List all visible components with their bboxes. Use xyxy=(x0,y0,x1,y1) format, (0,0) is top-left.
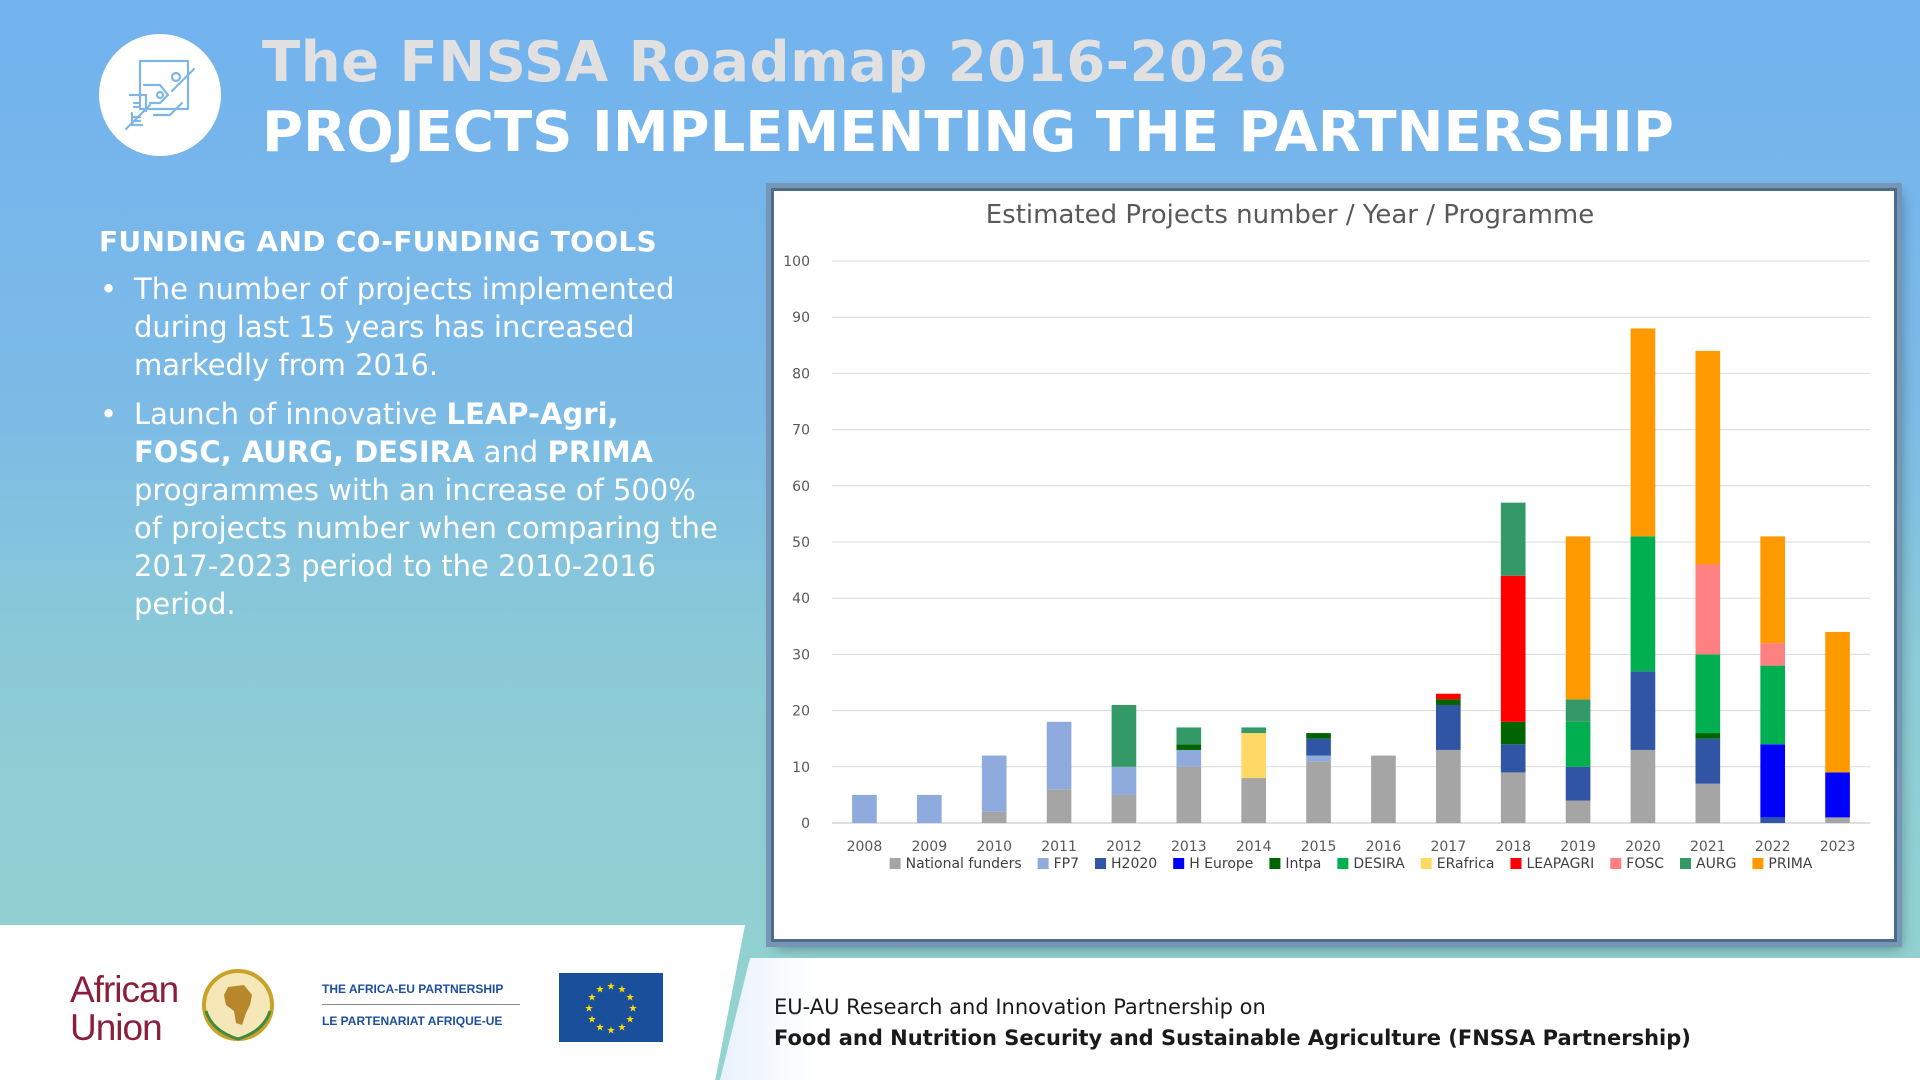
au-logo-line2: Union xyxy=(70,1007,162,1048)
legend-swatch xyxy=(1095,858,1106,869)
bar-segment xyxy=(1566,699,1591,721)
bar-segment xyxy=(1047,722,1072,789)
legend-swatch xyxy=(1510,858,1521,869)
legend-item xyxy=(1269,856,1321,872)
bar-segment xyxy=(1825,817,1850,823)
legend-item xyxy=(1038,856,1079,872)
x-tick-label: 2015 xyxy=(1300,839,1337,855)
bar-segment xyxy=(1501,503,1526,576)
partnership-label-en: THE AFRICA-EU PARTNERSHIP xyxy=(322,982,504,996)
bar-segment xyxy=(1501,576,1526,722)
legend-swatch xyxy=(1680,858,1691,869)
eu-star-icon: ★ xyxy=(595,1022,605,1034)
legend-label: FOSC xyxy=(1626,856,1665,872)
eu-star-icon: ★ xyxy=(625,1014,635,1026)
au-emblem-icon xyxy=(198,965,278,1045)
y-tick-label: 50 xyxy=(792,535,810,551)
legend-item xyxy=(1095,856,1157,872)
legend-swatch xyxy=(890,858,901,869)
y-tick-label: 20 xyxy=(792,703,810,720)
bullet-text-2-programmes: FOSC, AURG, DESIRA xyxy=(134,435,475,469)
bullet-text-2-and: and xyxy=(474,435,548,469)
legend-item xyxy=(1510,856,1594,872)
legend-swatch xyxy=(1752,858,1763,869)
bar-segment xyxy=(1695,351,1720,565)
x-tick-label: 2008 xyxy=(846,839,883,855)
bar-segment xyxy=(1306,739,1331,756)
page-subtitle: PROJECTS IMPLEMENTING THE PARTNERSHIP xyxy=(262,100,1674,165)
bullet-dot-icon: • xyxy=(100,272,118,306)
legend-item xyxy=(1421,856,1495,872)
legend-swatch xyxy=(1337,858,1348,869)
eu-star-icon: ★ xyxy=(606,981,616,993)
bar-segment xyxy=(1695,739,1720,784)
partnership-divider xyxy=(322,1004,520,1005)
bar-segment xyxy=(1825,632,1850,773)
chart-frame xyxy=(771,188,1897,942)
section-heading: FUNDING AND CO-FUNDING TOOLS xyxy=(99,225,657,258)
legend-label: DESIRA xyxy=(1353,856,1405,872)
eu-star-icon: ★ xyxy=(628,1003,638,1015)
legend-label: LEAPAGRI xyxy=(1526,856,1595,872)
legend-item xyxy=(1680,856,1736,872)
bar-segment xyxy=(1176,727,1201,744)
bar-segment xyxy=(852,795,877,823)
legend-label: FP7 xyxy=(1053,856,1080,872)
bar-segment xyxy=(1695,564,1720,654)
eu-star-icon: ★ xyxy=(606,1025,616,1037)
y-tick-label: 40 xyxy=(792,591,810,608)
africa-eu-partnership-logo xyxy=(322,982,520,1028)
x-tick-label: 2013 xyxy=(1170,839,1207,855)
bar-segment xyxy=(1501,722,1526,744)
x-tick-label: 2022 xyxy=(1754,839,1791,855)
bullet-text-2-part3: programmes with an increase of 500% of projects number when comparing the 2017-2023 period to the 2010-2016 period. xyxy=(134,473,718,621)
legend-swatch xyxy=(1610,858,1621,869)
legend-swatch xyxy=(1421,858,1432,869)
bar-segment xyxy=(1631,328,1656,536)
legend-label: ERafrica xyxy=(1436,856,1495,872)
legend-label: H Europe xyxy=(1189,856,1254,872)
footer-text-band xyxy=(720,958,1920,1080)
y-tick-label: 30 xyxy=(792,647,810,664)
funding-text-panel xyxy=(99,225,719,634)
x-tick-label: 2021 xyxy=(1689,839,1726,855)
page-title: The FNSSA Roadmap 2016-2026 xyxy=(262,30,1288,95)
chart-title: Estimated Projects number / Year / Programme xyxy=(985,200,1595,230)
eu-star-icon: ★ xyxy=(595,984,605,996)
african-union-logo xyxy=(70,965,290,1050)
bar-segment xyxy=(1112,705,1137,767)
bar-segment xyxy=(1306,761,1331,823)
eu-star-icon: ★ xyxy=(587,992,597,1004)
legend-item xyxy=(890,856,1022,872)
x-tick-label: 2010 xyxy=(976,839,1013,855)
bar-segment xyxy=(1501,772,1526,823)
au-logo-line1: African xyxy=(70,969,179,1010)
x-tick-label: 2018 xyxy=(1495,839,1532,855)
partnership-label-fr: LE PARTENARIAT AFRIQUE-UE xyxy=(322,1014,503,1028)
bar-segment xyxy=(1306,733,1331,739)
bar-segment xyxy=(1436,750,1461,823)
bar-segment xyxy=(1436,705,1461,750)
bullet-text-1: The number of projects implemented during last 15 years has increased markedly from 2016. xyxy=(134,272,675,382)
legend-swatch xyxy=(1173,858,1184,869)
x-tick-label: 2009 xyxy=(911,839,948,855)
x-tick-label: 2017 xyxy=(1430,839,1467,855)
x-tick-label: 2014 xyxy=(1235,839,1272,855)
x-tick-label: 2019 xyxy=(1560,839,1596,855)
legend-swatch xyxy=(1269,858,1280,869)
header-logo xyxy=(99,34,221,156)
bar-segment xyxy=(1371,756,1396,823)
y-tick-label: 60 xyxy=(792,478,810,495)
bar-segment xyxy=(1566,536,1591,699)
eu-flag-icon xyxy=(559,973,663,1042)
bar-segment xyxy=(1436,694,1461,700)
bullet-dot-icon: • xyxy=(100,397,118,431)
bullet-text-2-leap-agri: LEAP-Agri, xyxy=(446,397,619,431)
bullet-item-2 xyxy=(99,395,719,623)
bar-segment xyxy=(1631,671,1656,750)
y-tick-label: 70 xyxy=(792,422,810,439)
legend-label: PRIMA xyxy=(1768,856,1813,872)
bar-segment xyxy=(1306,756,1331,762)
bar-segment xyxy=(1760,643,1785,665)
eu-star-icon: ★ xyxy=(584,1003,594,1015)
bullet-item-1 xyxy=(99,270,719,384)
bar-segment xyxy=(1112,795,1137,823)
bar-segment xyxy=(1501,744,1526,772)
stacked-bar-chart xyxy=(774,191,1894,939)
footer-line-2: Food and Nutrition Security and Sustainable Agriculture (FNSSA Partnership) xyxy=(774,1026,1691,1050)
bar-segment xyxy=(1241,778,1266,823)
bar-segment xyxy=(1631,536,1656,671)
y-tick-label: 0 xyxy=(801,816,810,832)
bar-segment xyxy=(1695,784,1720,823)
legend-item xyxy=(1173,856,1253,872)
bullet-text-2-prima: PRIMA xyxy=(547,435,654,469)
x-tick-label: 2023 xyxy=(1819,839,1856,855)
legend-label: H2020 xyxy=(1111,856,1158,872)
bar-segment xyxy=(1760,744,1785,817)
legend-label: National funders xyxy=(905,856,1022,872)
x-tick-label: 2016 xyxy=(1365,839,1402,855)
legend-label: Intpa xyxy=(1285,856,1322,872)
bar-segment xyxy=(1436,699,1461,705)
bar-segment xyxy=(1631,750,1656,823)
x-tick-label: 2020 xyxy=(1625,839,1661,855)
bar-segment xyxy=(1566,801,1591,823)
bar-segment xyxy=(982,756,1007,812)
bar-segment xyxy=(1695,654,1720,733)
y-tick-label: 100 xyxy=(783,254,810,270)
hands-network-icon xyxy=(120,55,200,135)
bar-segment xyxy=(1176,744,1201,750)
bar-segment xyxy=(1112,767,1137,795)
bar-segment xyxy=(1241,727,1266,733)
african-union-wordmark xyxy=(70,971,178,1047)
legend-item xyxy=(1610,856,1664,872)
y-tick-label: 10 xyxy=(792,759,810,776)
bar-segment xyxy=(917,795,942,823)
eu-star-icon: ★ xyxy=(587,1014,597,1026)
bar-segment xyxy=(1047,789,1072,823)
bullet-text-2-part1: Launch of innovative xyxy=(134,397,447,431)
footer-line-1: EU-AU Research and Innovation Partnership on xyxy=(774,995,1266,1019)
eu-star-icon: ★ xyxy=(617,1022,627,1034)
x-tick-label: 2011 xyxy=(1041,839,1077,855)
legend-label: AURG xyxy=(1696,856,1737,872)
bar-segment xyxy=(1760,536,1785,643)
bar-segment xyxy=(1760,666,1785,745)
bar-segment xyxy=(1176,767,1201,823)
legend-item xyxy=(1752,856,1812,872)
bar-segment xyxy=(1566,767,1591,801)
legend-item xyxy=(1337,856,1405,872)
y-tick-label: 90 xyxy=(792,310,810,327)
bar-segment xyxy=(1760,817,1785,823)
bar-segment xyxy=(1695,733,1720,739)
bar-segment xyxy=(1825,772,1850,817)
x-tick-label: 2012 xyxy=(1106,839,1142,855)
bar-segment xyxy=(1241,733,1266,778)
eu-star-icon: ★ xyxy=(625,992,635,1004)
eu-star-icon: ★ xyxy=(617,984,627,996)
bar-segment xyxy=(1176,750,1201,767)
y-tick-label: 80 xyxy=(792,366,810,383)
bar-segment xyxy=(982,812,1007,823)
legend-swatch xyxy=(1038,858,1049,869)
bar-segment xyxy=(1566,722,1591,767)
